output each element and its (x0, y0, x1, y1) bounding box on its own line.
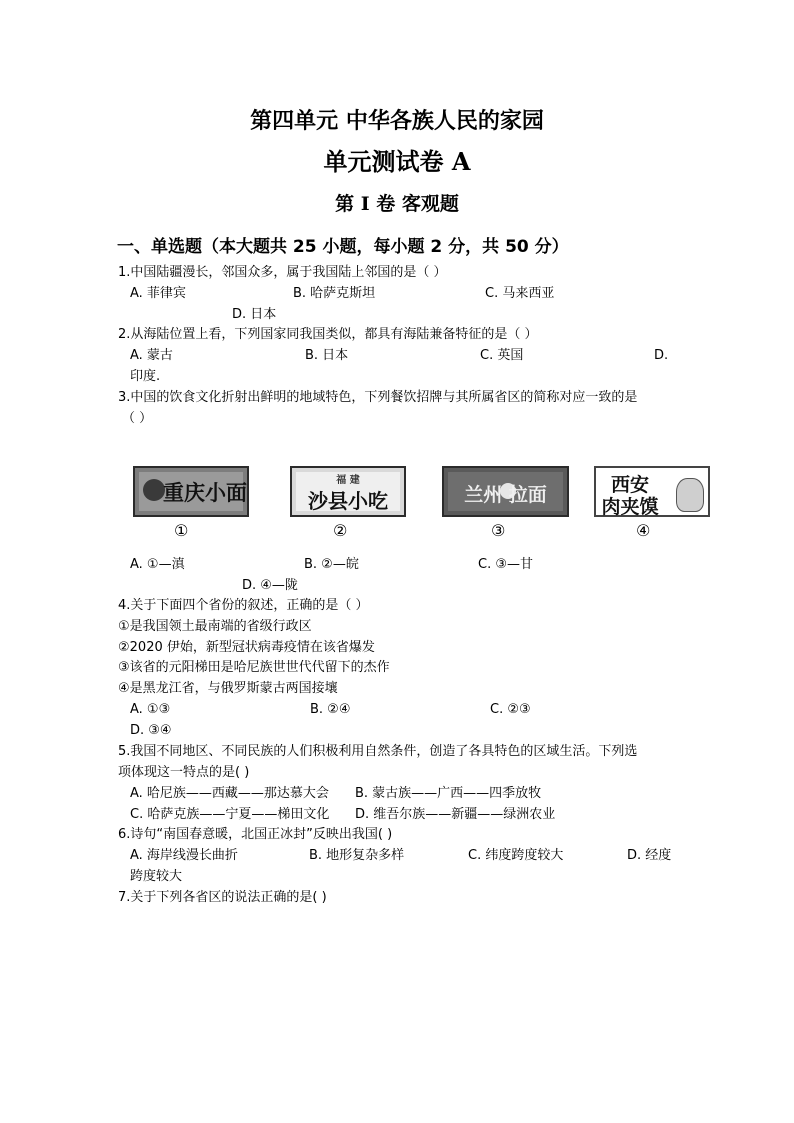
question-1-option-c: C. 马来西亚 (485, 286, 555, 301)
sign-shaxian-snacks (290, 466, 406, 517)
question-4-statement-4: ④是黑龙江省，与俄罗斯蒙古两国接壤 (118, 681, 338, 696)
question-7-stem: 7.关于下列各省区的说法正确的是( ) (118, 890, 327, 905)
question-3-option-d: D. ④—陇 (242, 578, 298, 593)
sign-2-small-text: 福 建 (336, 475, 360, 486)
question-4-option-a: A. ①③ (130, 702, 171, 717)
question-3-option-b: B. ②—皖 (304, 557, 359, 572)
question-1-stem: 1.中国陆疆漫长，邻国众多，属于我国陆上邻国的是（ ） (118, 265, 447, 280)
sign-3-text: 兰州 拉面 (464, 484, 547, 506)
question-5-stem: 5.我国不同地区、不同民族的人们积极利用自然条件，创造了各具特色的区域生活。下列选 (118, 744, 638, 759)
question-2-option-a: A. 蒙古 (130, 348, 173, 363)
part-title: 第 I 卷 客观题 (335, 193, 459, 215)
page-title: 第四单元 中华各族人民的家园 (250, 108, 544, 134)
sign-2-text: 沙县小吃 (308, 489, 388, 513)
question-5-option-c: C. 哈萨克族——宁夏——梯田文化 (130, 807, 330, 822)
question-4-option-c: C. ②③ (490, 702, 531, 717)
question-6-option-d-cont: 跨度较大 (130, 869, 183, 884)
question-1-option-d: D. 日本 (232, 307, 277, 322)
question-6-option-b: B. 地形复杂多样 (309, 848, 405, 863)
sign-lanzhou-noodles (442, 466, 569, 517)
question-5-option-b: B. 蒙古族——广西——四季放牧 (355, 786, 542, 801)
question-1-option-a: A. 菲律宾 (130, 286, 186, 301)
question-6-stem: 6.诗句“南国春意暖，北国正冰封”反映出我国( ) (118, 827, 393, 842)
sign-1-label: ① (174, 521, 189, 540)
question-6-option-d: D. 经度 (627, 848, 672, 863)
chef-icon (676, 478, 704, 512)
question-2-option-d-cont: 印度. (130, 369, 161, 384)
page-subtitle: 单元测试卷 A (323, 147, 471, 176)
sign-2-label: ② (333, 521, 348, 540)
question-3-option-a: A. ①—滇 (130, 557, 185, 572)
question-4-option-d: D. ③④ (130, 723, 172, 738)
question-4-statement-2: ②2020 伊始，新型冠状病毒疫情在该省爆发 (118, 640, 375, 655)
sign-4-text-line2: 肉夹馍 (601, 496, 659, 518)
question-2-option-b: B. 日本 (305, 348, 349, 363)
question-2-option-c: C. 英国 (480, 348, 524, 363)
question-6-option-a: A. 海岸线漫长曲折 (130, 848, 238, 863)
question-5-option-a: A. 哈尼族——西藏——那达慕大会 (130, 786, 329, 801)
question-3-option-c: C. ③—甘 (478, 557, 533, 572)
question-4-statement-1: ①是我国领土最南端的省级行政区 (118, 619, 312, 634)
sign-3-label: ③ (491, 521, 506, 540)
sign-chongqing-noodles (133, 466, 249, 517)
question-4-statement-3: ③该省的元阳梯田是哈尼族世世代代留下的杰作 (118, 660, 390, 675)
question-1-option-b: B. 哈萨克斯坦 (293, 286, 376, 301)
question-2-option-d: D. (654, 348, 669, 363)
sign-4-label: ④ (636, 521, 651, 540)
question-6-option-c: C. 纬度跨度较大 (468, 848, 564, 863)
section-heading: 一、单选题（本大题共 25 小题，每小题 2 分，共 50 分） (117, 237, 569, 257)
question-4-stem: 4.关于下面四个省份的叙述，正确的是（ ） (118, 598, 369, 613)
sign-4-text-line1: 西安 (610, 474, 649, 496)
question-4-option-b: B. ②④ (310, 702, 351, 717)
question-3-stem-cont: （ ） (122, 411, 153, 426)
question-3-stem: 3.中国的饮食文化折射出鲜明的地域特色，下列餐饮招牌与其所属省区的简称对应一致的是 (118, 390, 638, 405)
sign-1-text: 重庆小面 (163, 480, 247, 505)
question-5-option-d: D. 维吾尔族——新疆——绿洲农业 (355, 807, 556, 822)
question-5-stem-cont: 项体现这一特点的是( ) (118, 765, 250, 780)
question-2-stem: 2.从海陆位置上看，下列国家同我国类似，都具有海陆兼备特征的是（ ） (118, 327, 538, 342)
sign-xian-roujiamo (594, 466, 710, 517)
